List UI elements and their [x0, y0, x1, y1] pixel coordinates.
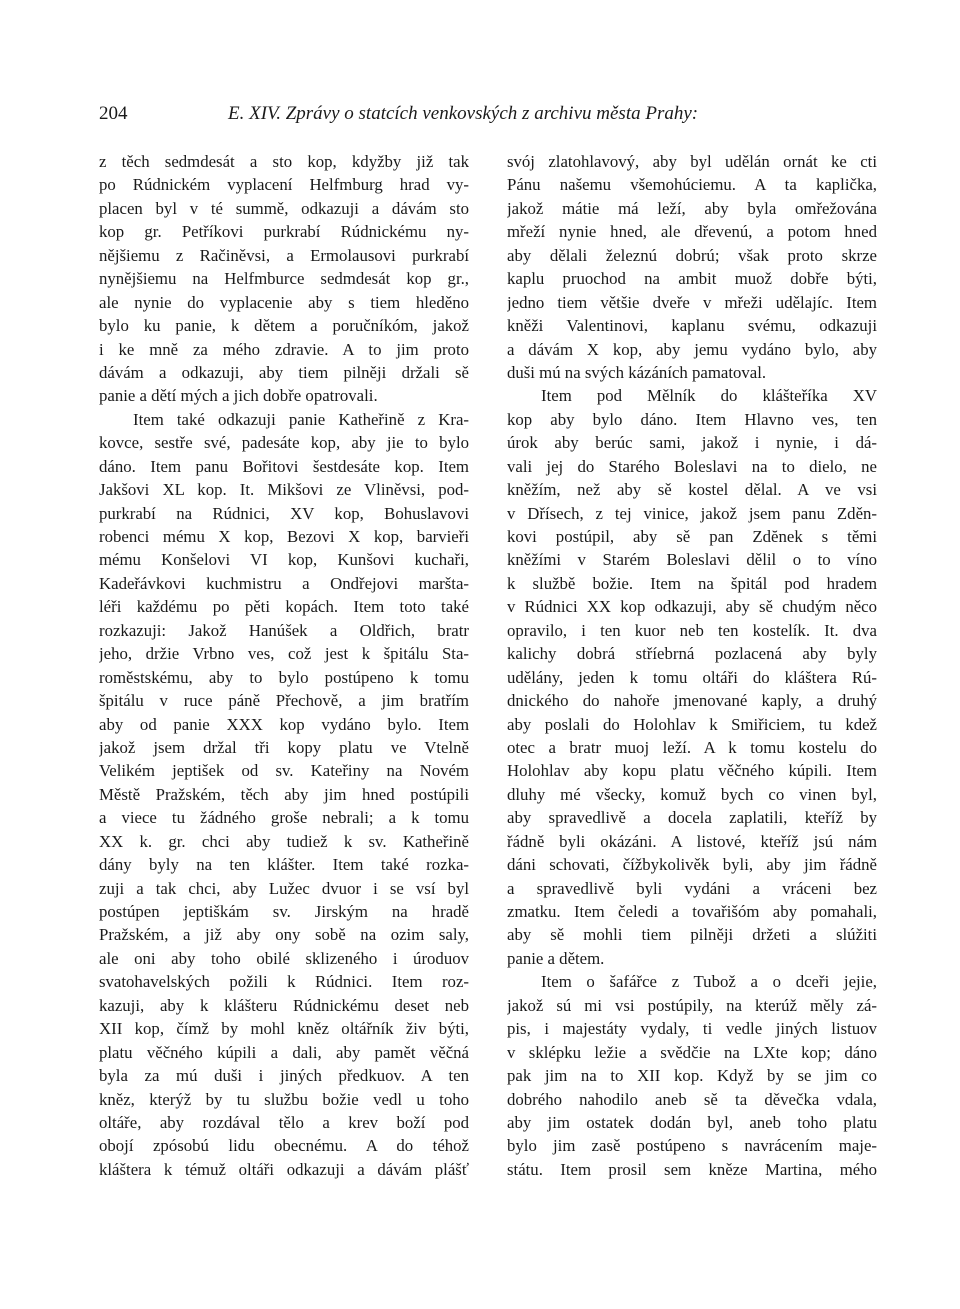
text-line: v sklépku ležie a svědčie na LXte kop; dáno	[507, 1042, 877, 1062]
text-line: opravilo, i ten kuor neb ten kostelík. It. dva	[507, 620, 877, 640]
text-line: v Rúdnici XX kop odkazuji, aby sě chudým něco	[507, 597, 877, 617]
text-line: úrok aby berúc sami, jakož i nynie, i dá-	[507, 433, 877, 453]
text-line: purkrabí na Rúdnici, XV kop, Bohuslavovi	[99, 503, 469, 523]
left-column	[99, 150, 469, 1181]
text-line: a dávám X kop, aby jemu vydáno bylo, aby	[507, 339, 877, 359]
text-line: panie a dětem.	[507, 948, 605, 968]
text-line: kazuji, aby k klášteru Rúdnickému deset neb	[99, 995, 469, 1015]
right-column	[507, 150, 877, 1181]
text-line: jakož mátie má leží, aby byla omřežována	[507, 198, 877, 218]
text-line: aby spravedlivě a docela zaplatili, kteříž by	[507, 808, 877, 828]
text-line: XX k. gr. chci aby tudiež k sv. Katheřině	[99, 831, 469, 851]
text-line: nynějšiemu na Helfmburce sedmdesát kop gr.,	[99, 269, 469, 289]
text-line: platu věčného kúpili a dali, aby pamět věčná	[99, 1042, 469, 1062]
text-line: dávám a odkazuji, aby tiem pilněji držali sě	[99, 362, 469, 382]
text-line: byla za mú duši i jiných předkuov. A ten	[99, 1066, 469, 1086]
text-line: kop aby bylo dáno. Item Hlavno ves, ten	[507, 409, 877, 429]
text-line: k službě božie. Item na špitál pod hradem	[507, 573, 877, 593]
running-title: E. XIV. Zprávy o statcích venkovských z archivu města Prahy:	[228, 103, 699, 124]
text-line: mřeží nynie hned, ale dřevenú, a potom hned	[507, 222, 877, 242]
text-line: Item také odkazuji panie Katheřině z Kra-	[133, 409, 469, 429]
text-line: Holohlav aby kopu platu věčného kúpili. Item	[507, 761, 877, 781]
text-line: dluhy mé všecky, komuž bych co vinen byl,	[507, 784, 877, 804]
text-line: aby dělali železnú dobrú; však proto skrze	[507, 245, 877, 265]
text-line: kop gr. Petříkovi purkrabí Rúdnickému ny-	[99, 222, 469, 242]
text-line: kněžími v Starém Boleslavi dělil o to víno	[507, 550, 877, 570]
text-line: Městě Pražském, těch aby jim hned postúpili	[99, 784, 469, 804]
text-line: jakož jsem držal tři kopy platu ve Vtelně	[99, 737, 469, 757]
text-line: rozkazuji: Jakož Hanúšek a Oldřich, bratr	[99, 620, 469, 640]
text-line: dnického do nahoře jmenované kaply, a druhý	[507, 691, 877, 711]
text-line: ale oni aby toho obilé sklizeného i úroduov	[99, 948, 469, 968]
text-line: aby poslali do Holohlav k Smiřiciem, tu kdež	[507, 714, 877, 734]
text-line: léři každému po pěti kopách. Item toto také	[99, 597, 469, 617]
text-line: Pražském, a již aby ony sobě na ozim saly,	[99, 925, 469, 945]
text-line: robenci mému X kop, Bezovi X kop, barvieři	[99, 527, 469, 546]
text-line: dáno. Item panu Bořitovi šestdesáte kop. Item	[99, 456, 469, 476]
text-line: kněži Valentinovi, kaplanu svému, odkazuji	[507, 316, 877, 336]
text-line: svatohavelských požili k Rúdnici. Item roz-	[99, 972, 469, 992]
text-line: kalichy dobrá stříebrná pozlacená aby byly	[507, 644, 877, 664]
text-line: Kadeřávkovi kuchmistru a Ondřejovi maršta-	[99, 573, 469, 593]
text-line: jakož sú mi vsi postúpily, na kterúž měly zá-	[507, 995, 877, 1015]
text-line: dáni schovati, čížbykolivěk byli, aby jim řádně	[507, 855, 877, 875]
text-line: řádně byli okázáni. A listové, kteříž jsú nám	[507, 831, 877, 851]
text-line: dobrého nahodilo aneb sě ta děvečka vdala,	[507, 1089, 877, 1109]
text-line: aby sě mohli tiem pilněji držeti a slúžiti	[507, 925, 877, 945]
text-line: duši mú na svých kázáních pamatoval.	[507, 362, 767, 382]
text-line: Item pod Mělník do klášteříka XV	[541, 386, 877, 406]
text-line: dány byly na ten klášter. Item také rozka-	[99, 855, 469, 875]
text-line: panie a dětí mých a jich dobře opatrovali.	[99, 386, 378, 406]
text-line: kovce, sestře své, padesáte kop, aby jie to bylo	[99, 433, 469, 453]
text-line: a spravedlivě byli vydáni a vráceni bez	[507, 878, 877, 898]
text-line: obojí zpósobú lidu obecnému. A do téhož	[99, 1136, 469, 1156]
text-line: a viece tu žádného groše nebrali; a k tomu	[99, 808, 469, 828]
running-header	[99, 100, 869, 128]
text-line: jeho, držie Vrbno ves, což jest k špitálu Sta-	[99, 644, 469, 664]
text-line: ale nynie do vyplacenie aby s tiem hleděno	[99, 292, 469, 312]
text-line: svój zlatohlavový, aby byl udělán ornát ke cti	[507, 152, 877, 171]
text-line: kláštera k témuž oltáři odkazuji a dávám plášť	[99, 1159, 469, 1179]
text-line: Pánu našemu všemohúciemu. A ta kaplička,	[507, 175, 877, 195]
text-line: roměstskému, aby to bylo postúpeno k tomu	[99, 667, 469, 687]
text-line: kovi postúpil, aby sě pan Zdĕnek s těmi	[507, 527, 877, 546]
text-line: postúpen jeptiškám sv. Jirským na hradě	[99, 902, 469, 921]
text-line: mému Konšelovi VI kop, Kunšovi kuchaři,	[99, 550, 469, 570]
text-line: udělány, jeden k tomu oltáři do kláštera Rú-	[507, 667, 877, 687]
text-line: pak jim na to XII kop. Když by se jim co	[507, 1066, 877, 1086]
text-line: aby od panie XXX kop vydáno bylo. Item	[99, 714, 469, 734]
text-line: po Rúdnickém vyplacení Helfmburg hrad vy-	[99, 175, 469, 195]
page-number: 204	[99, 103, 128, 124]
text-line: z těch sedmdesát a sto kop, kdyžby již tak	[99, 152, 469, 171]
text-line: bylo ku panie, k dětem a poručníkóm, jakož	[99, 316, 469, 336]
text-line: kněžím, než aby sě kostel dělal. A ve vsi	[507, 480, 877, 500]
text-line: Velikém jeptišek od sv. Kateřiny na Novém	[99, 761, 469, 781]
text-line: placen byl v té summě, odkazuji a dávám sto	[99, 198, 469, 218]
text-line: zuji a tak chci, aby Lužec dvuor i se vsí byl	[99, 878, 469, 898]
text-line: bylo jim zasě postúpeno s navrácením maje-	[507, 1136, 877, 1156]
text-line: kněz, kterýž by tu službu božie vedl u toho	[99, 1089, 469, 1109]
text-line: jedno tiem většie dveře v mřeži udělajíc. Item	[507, 292, 877, 312]
text-line: kaplu pruochod na ambit muož dobře býti,	[507, 269, 877, 289]
text-line: v Dřísech, z tej vinice, jakož jsem panu Zděn-	[507, 503, 877, 523]
text-line: aby jim ostatek dodán byl, aneb toho platu	[507, 1112, 877, 1132]
text-line: XII kop, čímž by mohl kněz oltářník živ býti,	[99, 1019, 469, 1039]
text-line: Jakšovi XL kop. It. Mikšovi ze Vliněvsi, pod-	[99, 480, 469, 500]
text-line: i ke mně za mého zdravie. A to jim proto	[99, 339, 469, 359]
text-line: pis, i majestáty vydaly, ti vedle jiných listuov	[507, 1019, 877, 1039]
text-line: vali jej do Starého Boleslavi na to dielo, ne	[507, 456, 877, 476]
text-line: špitálu v ruce páně Přechově, a jim bratřím	[99, 691, 469, 711]
text-line: otec a bratr muoj leží. A k tomu kostelu do	[507, 737, 877, 757]
text-line: státu. Item prosil sem kněze Martina, mého	[507, 1159, 877, 1179]
text-line: oltáře, aby rozdával tělo a krev boží pod	[99, 1112, 469, 1132]
text-line: zmatku. Item čeledi a tovařišóm aby pomahali,	[507, 902, 877, 921]
text-line: Item o šafářce z Tubož a o dceři jejie,	[541, 972, 877, 992]
text-line: nějšiemu z Račiněvsi, a Ermolausovi purkrabí	[99, 245, 469, 265]
